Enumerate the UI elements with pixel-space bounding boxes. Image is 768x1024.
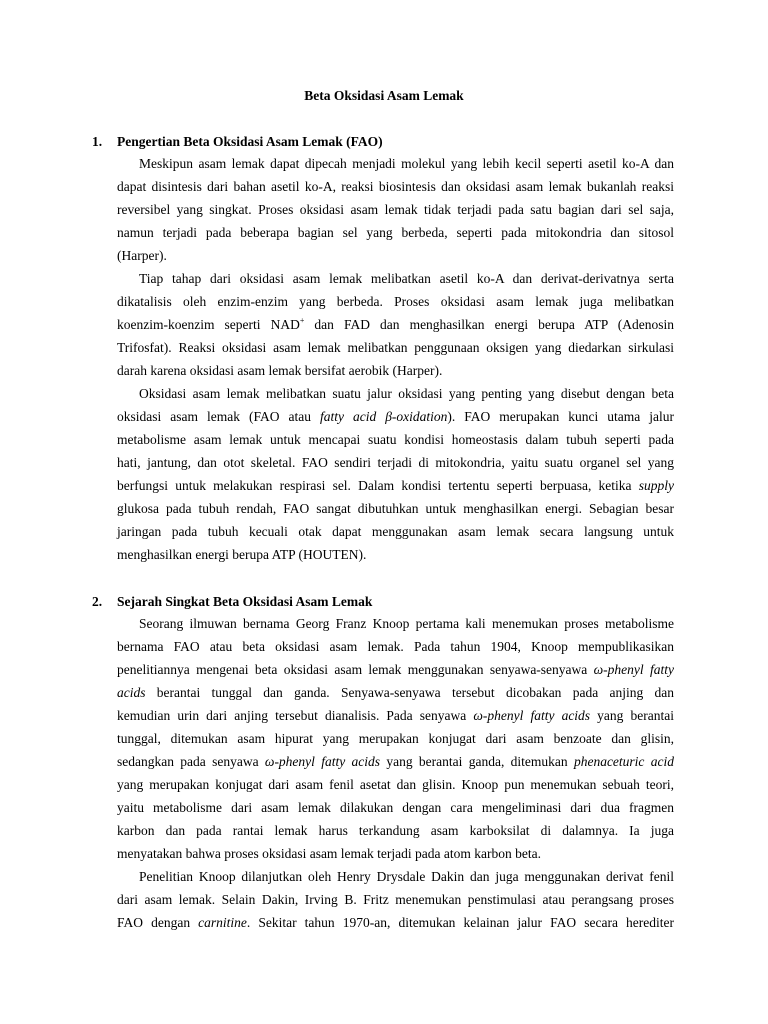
text-line: Tiap tahap dari oksidasi asam lemak melibatkan asetil ko-A dan derivat-derivatnya serta	[139, 271, 674, 286]
text-run: kemudian urin dari anjing tersebut dianalisis. Pada senyawa	[117, 708, 474, 723]
text-line: jaringan pada tubuh kecuali otak dapat menggunakan asam lemak secara langsung untuk	[117, 524, 674, 539]
text-line: namun terjadi pada beberapa bagian sel yang berbeda, seperti pada mitokondria dan sitosol	[117, 225, 674, 240]
text-run: sedangkan pada senyawa	[117, 754, 265, 769]
text-line	[117, 681, 674, 704]
text-run: oksidasi asam lemak (FAO atau	[117, 409, 320, 424]
italic-term: phenaceturic acid	[573, 754, 674, 769]
text-line: Trifosfat). Reaksi oksidasi asam lemak melibatkan penggunaan oksigen yang diedarkan sirkulasi	[117, 340, 674, 355]
paragraph	[117, 382, 674, 566]
superscript: +	[299, 316, 305, 325]
text-line: Meskipun asam lemak dapat dipecah menjadi molekul yang lebih kecil seperti asetil ko-A dan	[139, 156, 674, 171]
text-line	[117, 474, 674, 497]
text-line: dapat disintesis dari bahan asetil ko-A, reaksi biosintesis dan oksidasi asam lemak bukanlah reaksi	[117, 179, 674, 194]
text-line: hati, jantung, dan otot skeletal. FAO sendiri terjadi di mitokondria, yaitu suatu organel sel yang	[117, 455, 674, 470]
text-run: yang berantai ganda, ditemukan	[380, 754, 574, 769]
text-line: (Harper).	[117, 248, 167, 263]
text-run: ). FAO merupakan kunci utama jalur	[447, 409, 674, 424]
text-run: koenzim-koenzim seperti NAD	[117, 317, 300, 332]
text-line: Oksidasi asam lemak melibatkan suatu jalur oksidasi yang penting yang disebut dengan beta	[139, 386, 674, 401]
section-heading-text: Pengertian Beta Oksidasi Asam Lemak (FAO)	[117, 134, 383, 149]
text-line: glukosa pada tubuh rendah, FAO sangat dibutuhkan untuk menghasilkan energi. Sebagian besar	[117, 501, 674, 516]
text-line: yang merupakan konjugat dari asam fenil asetat dan glisin. Knoop pun menemukan sebuah teori,	[117, 777, 674, 792]
italic-term: carnitine	[198, 915, 247, 930]
text-line: Penelitian Knoop dilanjutkan oleh Henry Drysdale Dakin dan juga menggunakan derivat fenil	[139, 869, 674, 884]
text-line: yaitu metabolisme dari asam lemak dilakukan dengan cara mengeliminasi dari dua fragmen	[117, 800, 674, 815]
italic-term: acids	[117, 685, 146, 700]
italic-term: ω-phenyl fatty acids	[264, 754, 381, 769]
italic-term: ω-phenyl fatty	[593, 662, 674, 677]
text-line: bernama FAO atau beta oksidasi asam lemak. Pada tahun 1904, Knoop mempublikasikan	[117, 639, 674, 654]
text-line	[117, 405, 674, 428]
text-run: FAO dengan	[117, 915, 199, 930]
text-line: dikatalisis oleh enzim-enzim yang berbeda. Proses oksidasi asam lemak juga melibatkan	[117, 294, 674, 309]
text-line: menghasilkan energi berupa ATP (HOUTEN).	[117, 547, 367, 562]
text-run: penelitiannya mengenai beta oksidasi asam lemak menggunakan senyawa-senyawa	[117, 662, 594, 677]
section-heading	[92, 592, 692, 612]
section-heading-text: Sejarah Singkat Beta Oksidasi Asam Lemak	[117, 594, 373, 609]
text-line: tunggal, ditemukan asam hipurat yang merupakan konjugat dari asam benzoate dan glisin,	[117, 731, 674, 746]
text-line: Seorang ilmuwan bernama Georg Franz Knoop pertama kali menemukan proses metabolisme	[139, 616, 674, 631]
text-run: yang berantai	[590, 708, 674, 723]
section-number: 1.	[92, 134, 103, 149]
text-run: . Sekitar tahun 1970-an, ditemukan kelainan jalur FAO secara herediter	[246, 915, 674, 930]
paragraph	[117, 152, 674, 267]
italic-term: fatty acid β-oxidation	[319, 409, 448, 424]
section-heading	[92, 132, 692, 152]
italic-term: ω-phenyl fatty acids	[473, 708, 591, 723]
text-line: karbon dan pada rantai lemak harus terkandung asam karboksilat di dalamnya. Ia juga	[117, 823, 674, 838]
text-run: berantai tunggal dan ganda. Senyawa-senyawa tersebut dicobakan pada anjing dan	[145, 685, 674, 700]
text-line: darah karena oksidasi asam lemak bersifat aerobik (Harper).	[117, 363, 443, 378]
text-line	[117, 313, 674, 336]
text-run: dan FAD dan menghasilkan energi berupa ATP (Adenosin	[304, 317, 674, 332]
paragraph	[117, 865, 674, 934]
text-run: berfungsi untuk melakukan respirasi sel. Dalam kondisi tertentu seperti berpuasa, ketika	[117, 478, 639, 493]
italic-term: supply	[638, 478, 674, 493]
text-line	[117, 911, 674, 934]
text-line	[117, 750, 674, 773]
text-line	[117, 704, 674, 727]
paragraph	[117, 267, 674, 382]
paragraph	[117, 612, 674, 865]
text-line: dari asam lemak. Selain Dakin, Irving B. Fritz menemukan penstimulasi atau perangsang proses	[117, 892, 674, 907]
section-number: 2.	[92, 594, 103, 609]
text-line: reversibel yang singkat. Proses oksidasi asam lemak tidak terjadi pada satu bagian dari sel saja,	[117, 202, 674, 217]
text-line: menyatakan bahwa proses oksidasi asam lemak terjadi pada atom karbon beta.	[117, 846, 541, 861]
text-line: metabolisme asam lemak untuk mencapai suatu kondisi homeostasis dalam tubuh seperti pada	[117, 432, 674, 447]
text-line	[117, 658, 674, 681]
document-title: Beta Oksidasi Asam Lemak	[304, 88, 464, 103]
